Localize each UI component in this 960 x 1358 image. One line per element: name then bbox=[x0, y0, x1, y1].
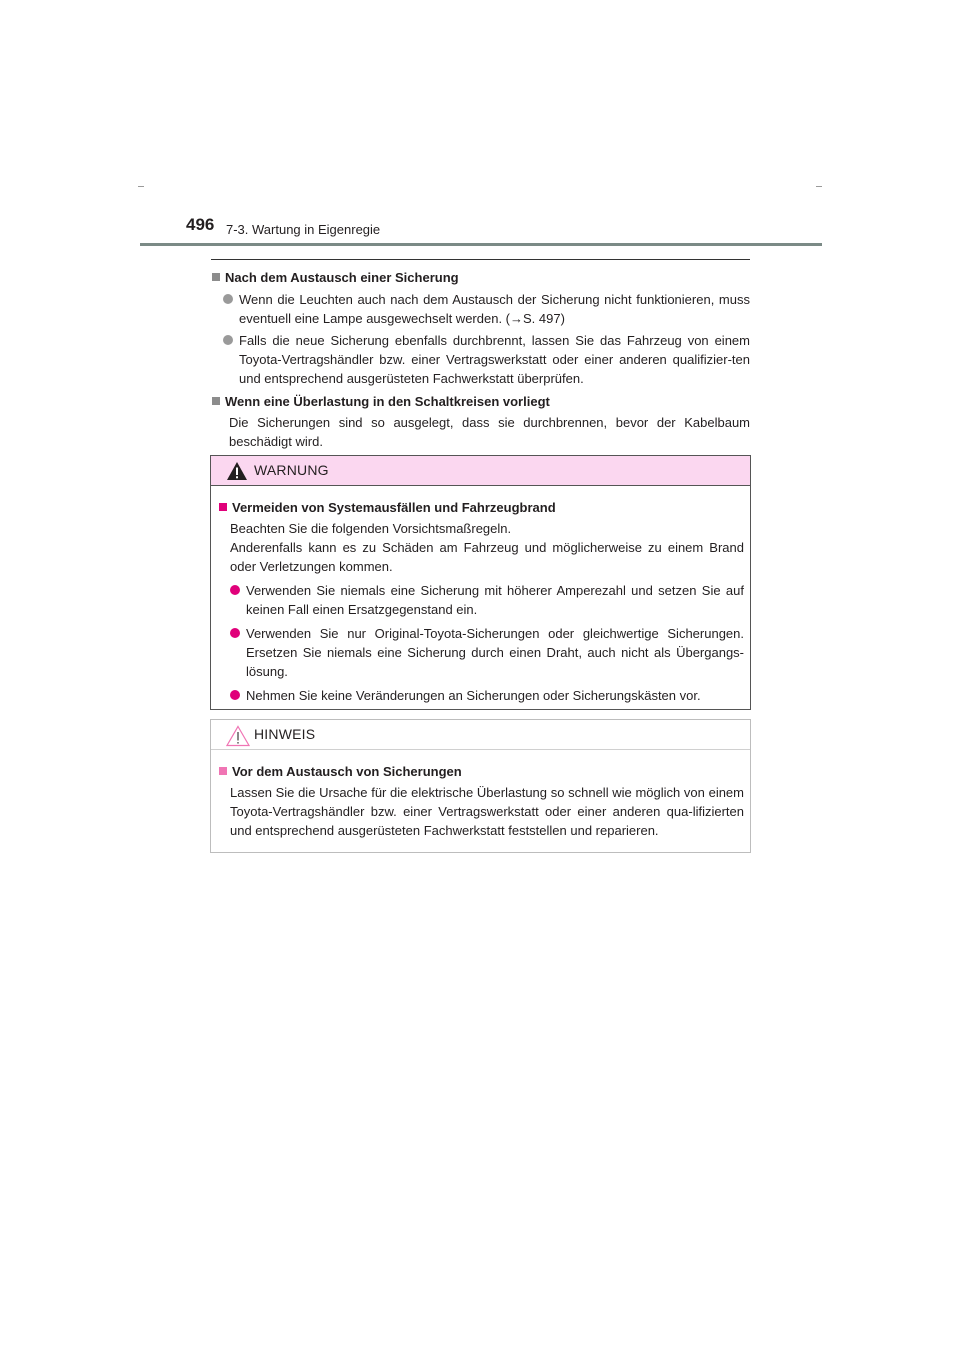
section-heading bbox=[211, 392, 750, 411]
list-item bbox=[230, 581, 744, 619]
square-bullet-icon bbox=[219, 503, 227, 511]
paragraph: Beachten Sie die folgenden Vorsichtsmaßregeln. bbox=[230, 521, 512, 536]
page-header bbox=[140, 212, 822, 246]
paragraph: Lassen Sie die Ursache für die elektrische Überlastung so schnell wie möglich von einem Toyota-Vertragshändler bzw. einer Vertragswerkstatt oder einer anderen qua-lifizierten und entsprechend ausgerüsteten Fachwerkstatt feststellen und reparieren. bbox=[230, 785, 744, 838]
section-title: 7-3. Wartung in Eigenregie bbox=[226, 222, 381, 237]
warning-heading bbox=[218, 498, 744, 517]
section-heading-text: Wenn eine Überlastung in den Schaltkreisen vorliegt bbox=[225, 394, 550, 409]
round-bullet-icon bbox=[223, 294, 233, 304]
round-bullet-icon bbox=[230, 690, 240, 700]
notice-box-body bbox=[211, 750, 750, 840]
list-item bbox=[223, 290, 750, 328]
warning-box-header bbox=[211, 456, 750, 486]
paragraph: Anderenfalls kann es zu Schäden am Fahrzeug und möglicherweise zu einem Brand oder Verletzungen kommen. bbox=[230, 540, 744, 574]
warning-box-body bbox=[211, 486, 750, 705]
warning-box bbox=[210, 455, 751, 710]
list-item-text: Verwenden Sie nur Original-Toyota-Sicherungen oder gleichwertige Sicherungen. Ersetzen Sie niemals eine Sicherung durch einen Draht, auch nicht als Übergangs-lösung. bbox=[246, 626, 744, 679]
notice-heading-text: Vor dem Austausch von Sicherungen bbox=[232, 764, 462, 779]
round-bullet-icon bbox=[223, 335, 233, 345]
warning-label: WARNUNG bbox=[254, 462, 329, 478]
list-item bbox=[230, 686, 744, 705]
crop-mark-right bbox=[816, 186, 822, 187]
warning-triangle-icon bbox=[226, 461, 248, 481]
list-item-text: Nehmen Sie keine Veränderungen an Sicherungen oder Sicherungskästen vor. bbox=[246, 688, 701, 703]
main-content bbox=[211, 268, 750, 451]
round-bullet-icon bbox=[230, 585, 240, 595]
square-bullet-icon bbox=[212, 397, 220, 405]
list-item bbox=[223, 331, 750, 388]
notice-box-header bbox=[211, 720, 750, 750]
notice-label: HINWEIS bbox=[254, 726, 316, 742]
page-number: 496 bbox=[186, 215, 215, 234]
list-item bbox=[230, 624, 744, 681]
section-heading-text: Nach dem Austausch einer Sicherung bbox=[225, 270, 459, 285]
header-rule bbox=[140, 243, 822, 246]
caution-triangle-outline-icon bbox=[226, 725, 250, 747]
section-heading bbox=[211, 268, 750, 287]
paragraph: Die Sicherungen sind so ausgelegt, dass sie durchbrennen, bevor der Kabelbaum beschädigt wird. bbox=[229, 415, 750, 449]
notice-box bbox=[210, 719, 751, 853]
list-item-text: Verwenden Sie niemals eine Sicherung mit höherer Amperezahl und setzen Sie auf keinen Fall einen Ersatzgegenstand ein. bbox=[246, 583, 744, 617]
warning-heading-text: Vermeiden von Systemausfällen und Fahrzeugbrand bbox=[232, 500, 556, 515]
list-item-text: Falls die neue Sicherung ebenfalls durchbrennt, lassen Sie das Fahrzeug von einem Toyota-Vertragshändler bzw. einer Vertragswerkstatt oder einer anderen qualifizier-ten und entsprechend ausgerüsteten Fachwerkstatt überprüfen. bbox=[239, 333, 750, 386]
list-item-text: Wenn die Leuchten auch nach dem Austausch der Sicherung nicht funktionieren, muss eventuell eine Lampe ausgewechselt werden. (→S. 497) bbox=[239, 292, 750, 326]
square-bullet-icon bbox=[219, 767, 227, 775]
notice-heading bbox=[218, 762, 744, 781]
crop-mark-left bbox=[138, 186, 144, 187]
content-top-rule bbox=[211, 259, 750, 260]
round-bullet-icon bbox=[230, 628, 240, 638]
square-bullet-icon bbox=[212, 273, 220, 281]
